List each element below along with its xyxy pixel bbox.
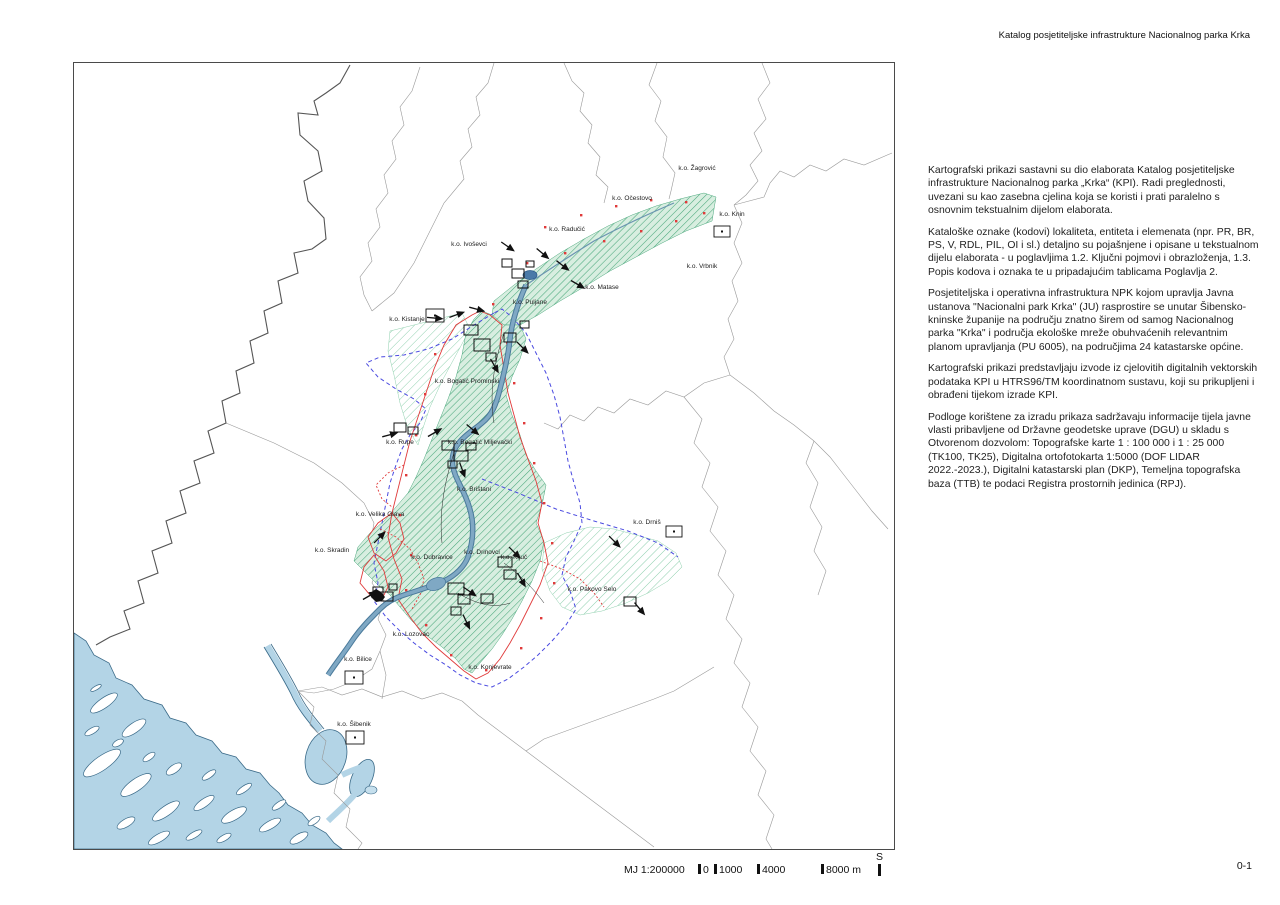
ko-label: k.o. Šibenik: [337, 721, 371, 728]
ko-label: k.o. Knin: [719, 211, 745, 218]
north-bar-icon: [878, 864, 881, 876]
ko-label: k.o. Žagrović: [678, 165, 716, 172]
ko-label: k.o. Bogatić Miljevački: [448, 439, 512, 446]
map-frame: [73, 62, 895, 850]
ko-label: k.o. Očestovo: [612, 195, 652, 202]
note-paragraph: Kataloške oznake (kodovi) lokaliteta, entiteta i elemenata (npr. PR, BR, PS, V, RDL, PIL, OI i sl.) detaljno su pojašnjene i opisane u tekstualnom dijelu elaborata - u poglavljima 1.2. Ključni pojmovi i obrazloženja, 1.3. Popis kodova i oznaka te u pripadajućim tablicama Poglavlja 2.: [928, 226, 1259, 278]
ko-label: k.o. Rupe: [386, 439, 414, 446]
ko-label: k.o. Pakovo Selo: [567, 586, 617, 593]
ko-label: k.o. Lozovac: [392, 631, 430, 638]
scale-tick-0: 0: [698, 864, 709, 876]
ko-label: k.o. Kistanje: [389, 316, 425, 323]
ko-label: k.o. Dubravice: [411, 554, 453, 561]
scale-bar: [0, 851, 1280, 890]
ko-label: k.o. Drinovci: [464, 549, 500, 556]
ko-label: k.o. Vrbnik: [686, 263, 718, 270]
note-paragraph: Kartografski prikazi sastavni su dio elaborata Katalog posjetiteljske infrastrukture Nacionalnog parka „Krka“ (KPI). Radi preglednosti, uvezani su kao zasebna cjelina koja se koristi i prati paralelno s osnovnim tekstualnim dijelom elaborata.: [928, 165, 1235, 217]
ko-label: k.o. Bogatić Prominski: [434, 378, 500, 385]
ko-label: k.o. Drniš: [633, 519, 661, 526]
page-number: 0-1: [1236, 860, 1252, 872]
north-indicator: [876, 851, 896, 876]
north-label: S: [876, 851, 884, 863]
note-paragraph: Podloge korištene za izradu prikaza sadržavaju informacije tijela javne vlasti pribavljene od Državne geodetske uprave (DGU) u skladu s Otvorenom dozvolom: Topografske karte 1 : 100 000 i 1 : 25 000 (TK100, TK25), Digitalna ortofotokarta 1:5000 (DOF LIDAR 2022.-2023.), Digitalni katastarski plan (DKP), Temeljna topografska baza (TTB) te podaci Registra prostornih jedinica (RPJ).: [928, 411, 1251, 490]
ko-label: k.o. Ključ: [500, 554, 528, 561]
scale-tick-4000: 4000: [757, 864, 785, 876]
scale-tick-1000: 1000: [714, 864, 742, 876]
ko-label: k.o. Brištani: [457, 486, 491, 493]
ko-label: k.o. Ivoševci: [451, 241, 487, 248]
ko-label: k.o. Matase: [585, 284, 619, 291]
ko-labels: [315, 163, 745, 728]
map-canvas: [74, 63, 894, 849]
note-paragraph: Posjetiteljska i operativna infrastruktura NPK kojom upravlja Javna ustanova "Nacionalni park Krka" (JU) rasprostire se unutar Šibensko-kninske županije na području znatno širem od samog Nacionalnog parka "Krka" i područja ekološke mreže obuhvaćenih relevantnim planom upravljanja (PU 6005), na područjima 24 katastarske općine.: [928, 288, 1247, 353]
map-scale-label: MJ 1:200000: [624, 864, 685, 876]
ko-label: k.o. Konjevrate: [468, 664, 512, 671]
ko-label: k.o. Bilice: [344, 656, 372, 663]
document-title: Katalog posjetiteljske infrastrukture Nacionalnog parka Krka: [998, 30, 1250, 41]
ko-label: k.o. Radučić: [549, 226, 585, 233]
ko-label: k.o. Velika Glava: [355, 511, 405, 518]
ko-label: k.o. Puljane: [513, 299, 547, 306]
county-boundary: [96, 65, 350, 645]
scale-tick-8000: 8000 m: [821, 864, 861, 876]
ko-label: k.o. Skradin: [314, 547, 350, 554]
notes-column: [928, 164, 1262, 499]
note-paragraph: Kartografski prikazi predstavljaju izvode iz cjelovitih digitalnih vektorskih podataka KPI u HTRS96/TM koordinatnom sustavu, koji su prikupljeni i obrađeni tijekom izrade KPI.: [928, 363, 1258, 402]
